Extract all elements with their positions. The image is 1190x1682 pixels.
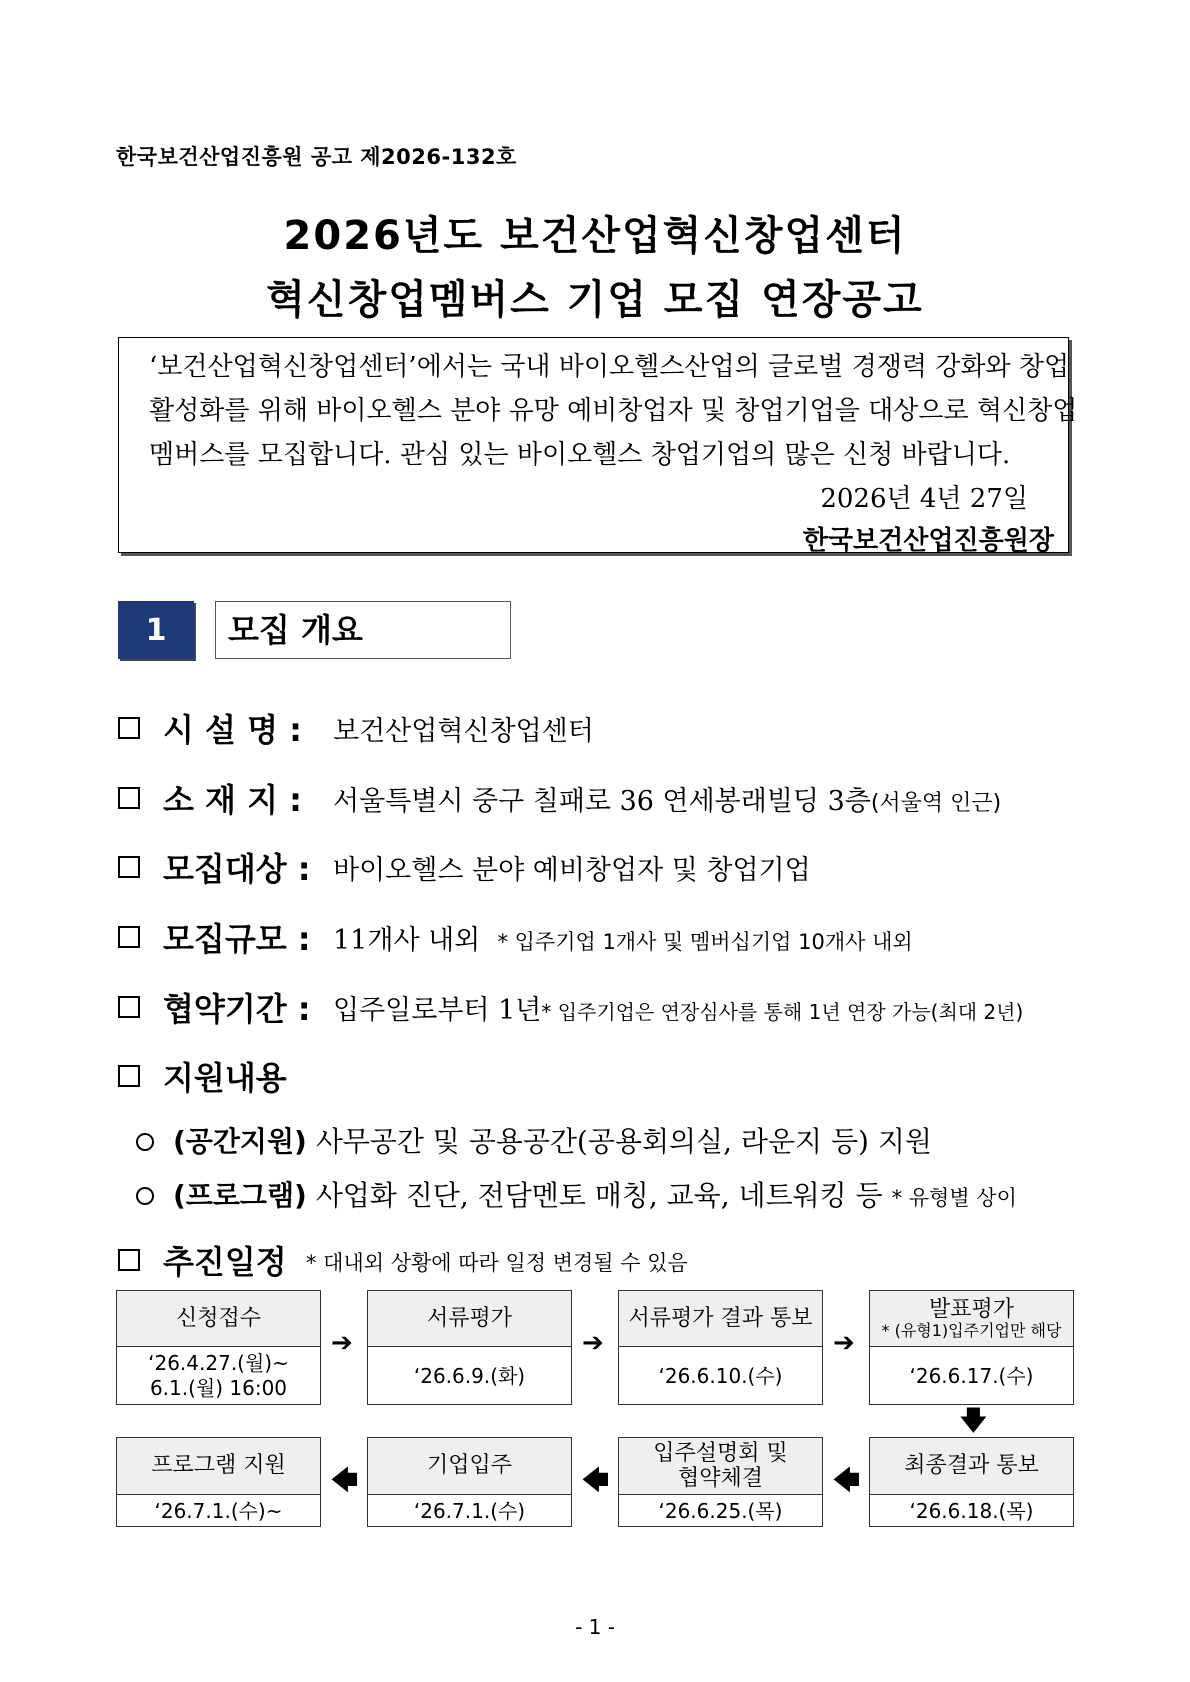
- arrow-left-icon: 🡄: [833, 1466, 860, 1496]
- checkbox-icon: [118, 1065, 140, 1087]
- flow-step-program: 프로그램 지원 ‘26.7.1.(수)~: [116, 1437, 321, 1527]
- section-title: 모집 개요: [215, 601, 511, 659]
- scale-note: * 입주기업 1개사 및 멤버십기업 10개사 내외: [497, 930, 913, 954]
- item-label-scale: 모집규모 :: [163, 920, 311, 958]
- checkbox-icon: [118, 717, 140, 739]
- intro-signer: 한국보건산업진흥원장: [802, 526, 1054, 556]
- flow-step-apply: 신청접수 ‘26.4.27.(월)~ 6.1.(월) 16:00: [116, 1290, 321, 1405]
- flow-step-doc-review: 서류평가 ‘26.6.9.(화): [367, 1290, 572, 1405]
- intro-line-1: ‘보건산업혁신창업센터’에서는 국내 바이오헬스산업의 글로벌 경쟁력 강화와 창업: [149, 352, 1070, 382]
- intro-line-3: 멤버스를 모집합니다. 관심 있는 바이오헬스 창업기업의 많은 신청 바랍니다.: [149, 440, 1011, 470]
- checkbox-icon: [118, 996, 140, 1018]
- page-number: - 1 -: [575, 1615, 615, 1639]
- item-label-location: 소 재 지 :: [163, 781, 302, 819]
- support-item-program: (프로그램) 사업화 진단, 전담멘토 매칭, 교육, 네트워킹 등 * 유형별 상이: [173, 1179, 1017, 1212]
- bullet-circle-icon: [136, 1187, 154, 1205]
- checkbox-icon: [118, 856, 140, 878]
- program-note: * 유형별 상이: [891, 1186, 1017, 1210]
- item-label-facility: 시 설 명 :: [163, 711, 302, 749]
- arrow-left-icon: 🡄: [582, 1466, 609, 1496]
- schedule-note: * 대내외 상황에 따라 일정 변경될 수 있음: [306, 1251, 688, 1275]
- item-value-scale: 11개사 내외 * 입주기업 1개사 및 멤버십기업 10개사 내외: [333, 925, 913, 956]
- flow-step-presentation: 발표평가 * (유형1)입주기업만 해당 ‘26.6.17.(수): [869, 1290, 1074, 1405]
- flow-step-final-result: 최종결과 통보 ‘26.6.18.(목): [869, 1437, 1074, 1527]
- support-label: 지원내용: [163, 1059, 287, 1097]
- notice-number: 한국보건산업진흥원 공고 제2026-132호: [116, 145, 517, 169]
- bullet-circle-icon: [136, 1133, 154, 1151]
- arrow-right-icon: ➔: [331, 1328, 353, 1358]
- item-label-period: 협약기간 :: [163, 990, 311, 1028]
- section-number: 1: [118, 601, 194, 659]
- intro-line-2: 활성화를 위해 바이오헬스 분야 유망 예비창업자 및 창업기업을 대상으로 혁신창업: [149, 396, 1078, 426]
- schedule-label: 추진일정: [163, 1243, 287, 1281]
- item-value-target: 바이오헬스 분야 예비창업자 및 창업기업: [333, 855, 811, 886]
- page-title-line2: 혁신창업멤버스 기업 모집 연장공고: [266, 277, 924, 323]
- flow-step-orientation: 입주설명회 및 협약체결 ‘26.6.25.(목): [618, 1437, 823, 1527]
- arrow-right-icon: ➔: [833, 1328, 855, 1358]
- arrow-right-icon: ➔: [582, 1328, 604, 1358]
- item-value-period: 입주일로부터 1년* 입주기업은 연장심사를 통해 1년 연장 가능(최대 2년): [333, 995, 1024, 1026]
- flow-step-doc-result: 서류평가 결과 통보 ‘26.6.10.(수): [618, 1290, 823, 1405]
- period-note: * 입주기업은 연장심사를 통해 1년 연장 가능(최대 2년): [541, 1000, 1024, 1024]
- support-item-space: (공간지원) 사무공간 및 공용공간(공용회의실, 라운지 등) 지원: [173, 1125, 932, 1158]
- item-value-location: 서울특별시 중구 칠패로 36 연세봉래빌딩 3층(서울역 인근): [333, 786, 1002, 817]
- page-title-line1: 2026년도 보건산업혁신창업센터: [283, 213, 907, 259]
- intro-date: 2026년 4년 27일: [820, 484, 1028, 514]
- intro-box: [118, 337, 1078, 556]
- location-note: (서울역 인근): [870, 791, 1002, 816]
- flow-step-move-in: 기업입주 ‘26.7.1.(수): [367, 1437, 572, 1527]
- checkbox-icon: [118, 787, 140, 809]
- arrow-left-icon: 🡄: [331, 1466, 358, 1496]
- checkbox-icon: [118, 1249, 140, 1271]
- item-value-facility: 보건산업혁신창업센터: [333, 716, 594, 747]
- arrow-down-icon: 🡇: [960, 1406, 987, 1436]
- checkbox-icon: [118, 926, 140, 948]
- item-label-target: 모집대상 :: [163, 850, 311, 888]
